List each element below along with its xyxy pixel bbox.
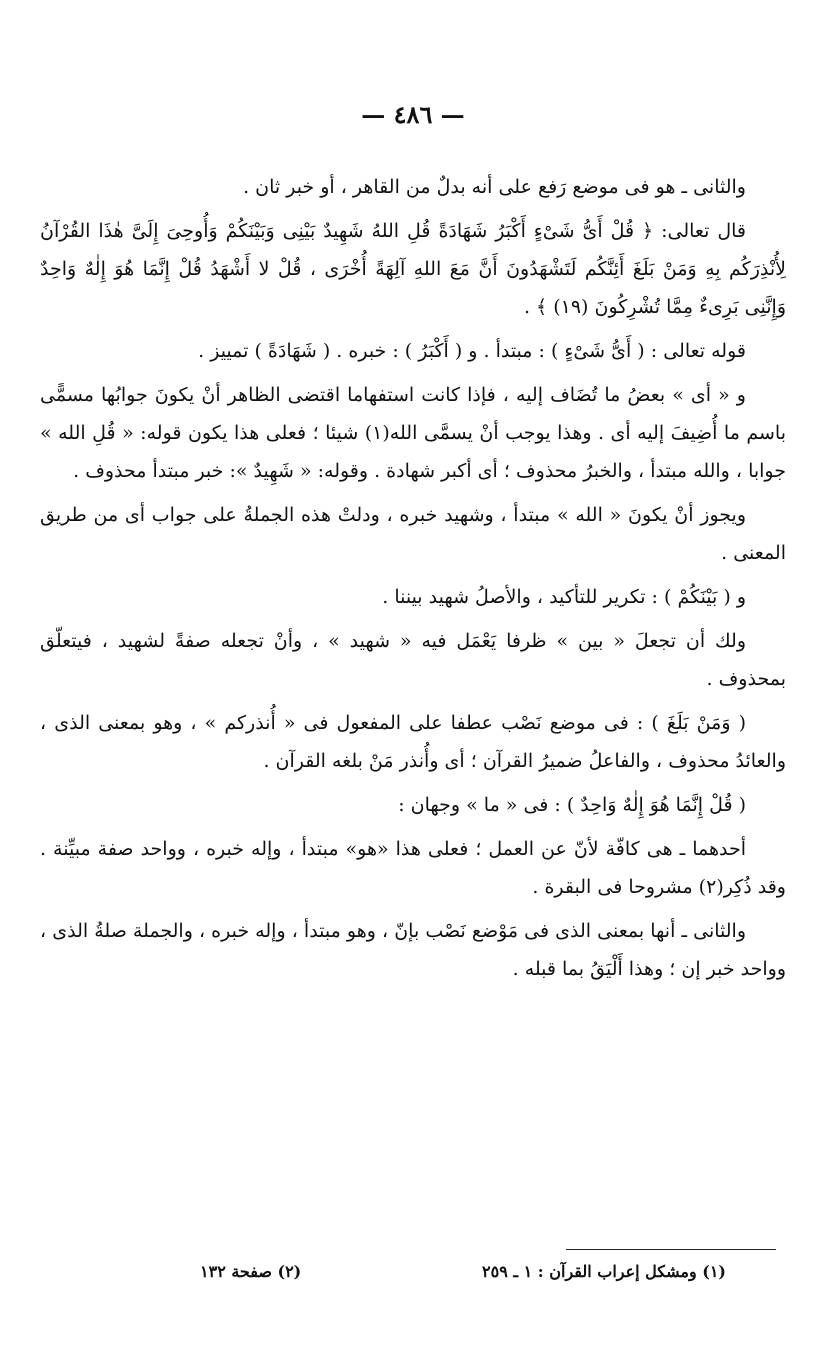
body-text <box>40 168 786 994</box>
footnote-2: (٢) صفحة ١٣٢ <box>200 1262 302 1281</box>
footnotes <box>200 1262 726 1281</box>
paragraph: و « أى » بعضُ ما تُضَاف إليه ، فإذا كانت استفهاما اقتضى الظاهر أنْ يكونَ جوابُها مسمًّى باسم ما أُضِيفَ إليه أى . وهذا يوجب أنْ يسمَّى الله(١) شيئا ؛ فعلى هذا يكون قوله: « قُلِ الله » جوابا ، والله مبتدأ ، والخبرُ محذوف ؛ أى أكبر شهادة . وقوله: « شَهِيدٌ »: خبر مبتدأ محذوف . <box>40 384 786 482</box>
quran-verse-paragraph: قال تعالى: ﴿ قُلْ أَىُّ شَىْءٍ أَكْبَرُ شَهَادَةً قُلِ اللهُ شَهِيدٌ بَيْنِى وَبَيْنَكُمْ وَأُوحِىَ إِلَىَّ هٰذَا القُرْآنُ لِأُنْذِرَكُم بِهِ وَمَنْ بَلَغَ أَئِنَّكُم لَتَشْهَدُونَ أَنَّ مَعَ اللهِ آلِهَةً أُخْرَى ، قُلْ لا أَشْهَدُ قُلْ إِنَّمَا هُوَ إِلٰهٌ وَاحِدٌ وَإِنَّنِى بَرِىءٌ مِمَّا تُشْرِكُونَ (١٩) ﴾ . <box>40 220 786 318</box>
paragraph: قوله تعالى : ( أَىُّ شَىْءٍ ) : مبتدأ . و ( أَكْبَرُ ) : خبره . ( شَهَادَةً ) تمييز . <box>198 340 746 362</box>
paragraph: ( وَمَنْ بَلَغَ ) : فى موضع نَصْب عطفا على المفعول فى « أُنذركم » ، وهو بمعنى الذى ، والعائدُ محذوف ، والفاعلُ ضميرُ القرآن ؛ أى وأُنذر مَنْ بلغه القرآن . <box>40 712 786 772</box>
page-number: — ٤٨٦ — <box>361 100 465 129</box>
paragraph: و ( بَيْنَكُمْ ) : تكرير للتأكيد ، والأصلُ شهيد بيننا . <box>382 586 746 608</box>
paragraph: ولك أن تجعلَ « بين » ظرفا يَعْمَل فيه « شهيد » ، وأنْ تجعله صفةً لشهيد ، فيتعلّق بمحذوف . <box>40 630 786 690</box>
footnote-divider <box>566 1249 776 1250</box>
paragraph: ويجوز أنْ يكونَ « الله » مبتدأ ، وشهيد خبره ، ودلتْ هذه الجملةُ على جواب أى من طريق المعنى . <box>40 504 786 564</box>
paragraph: أحدهما ـ هى كافّة لأنّ عن العمل ؛ فعلى هذا «هو» مبتدأ ، وإله خبره ، وواحد صفة مبيِّنة . وقد ذُكِر(٢) مشروحا فى البقرة . <box>40 838 786 898</box>
paragraph: ( قُلْ إِنَّمَا هُوَ إِلٰهٌ وَاحِدٌ ) : فى « ما » وجهان : <box>398 794 746 816</box>
paragraph: والثانى ـ هو فى موضع رَفع على أنه بدلٌ من القاهر ، أو خبر ثان . <box>243 176 746 198</box>
footnote-1: (١) ومشكل إعراب القرآن : ١ ـ ٢٥٩ <box>482 1262 726 1281</box>
paragraph: والثانى ـ أنها بمعنى الذى فى مَوْضع نَصْب بإنّ ، وهو مبتدأ ، وإله خبره ، والجملة صلةُ الذى ، وواحد خبر إن ؛ وهذا أَلْيَقُ بما قبله . <box>40 920 786 980</box>
